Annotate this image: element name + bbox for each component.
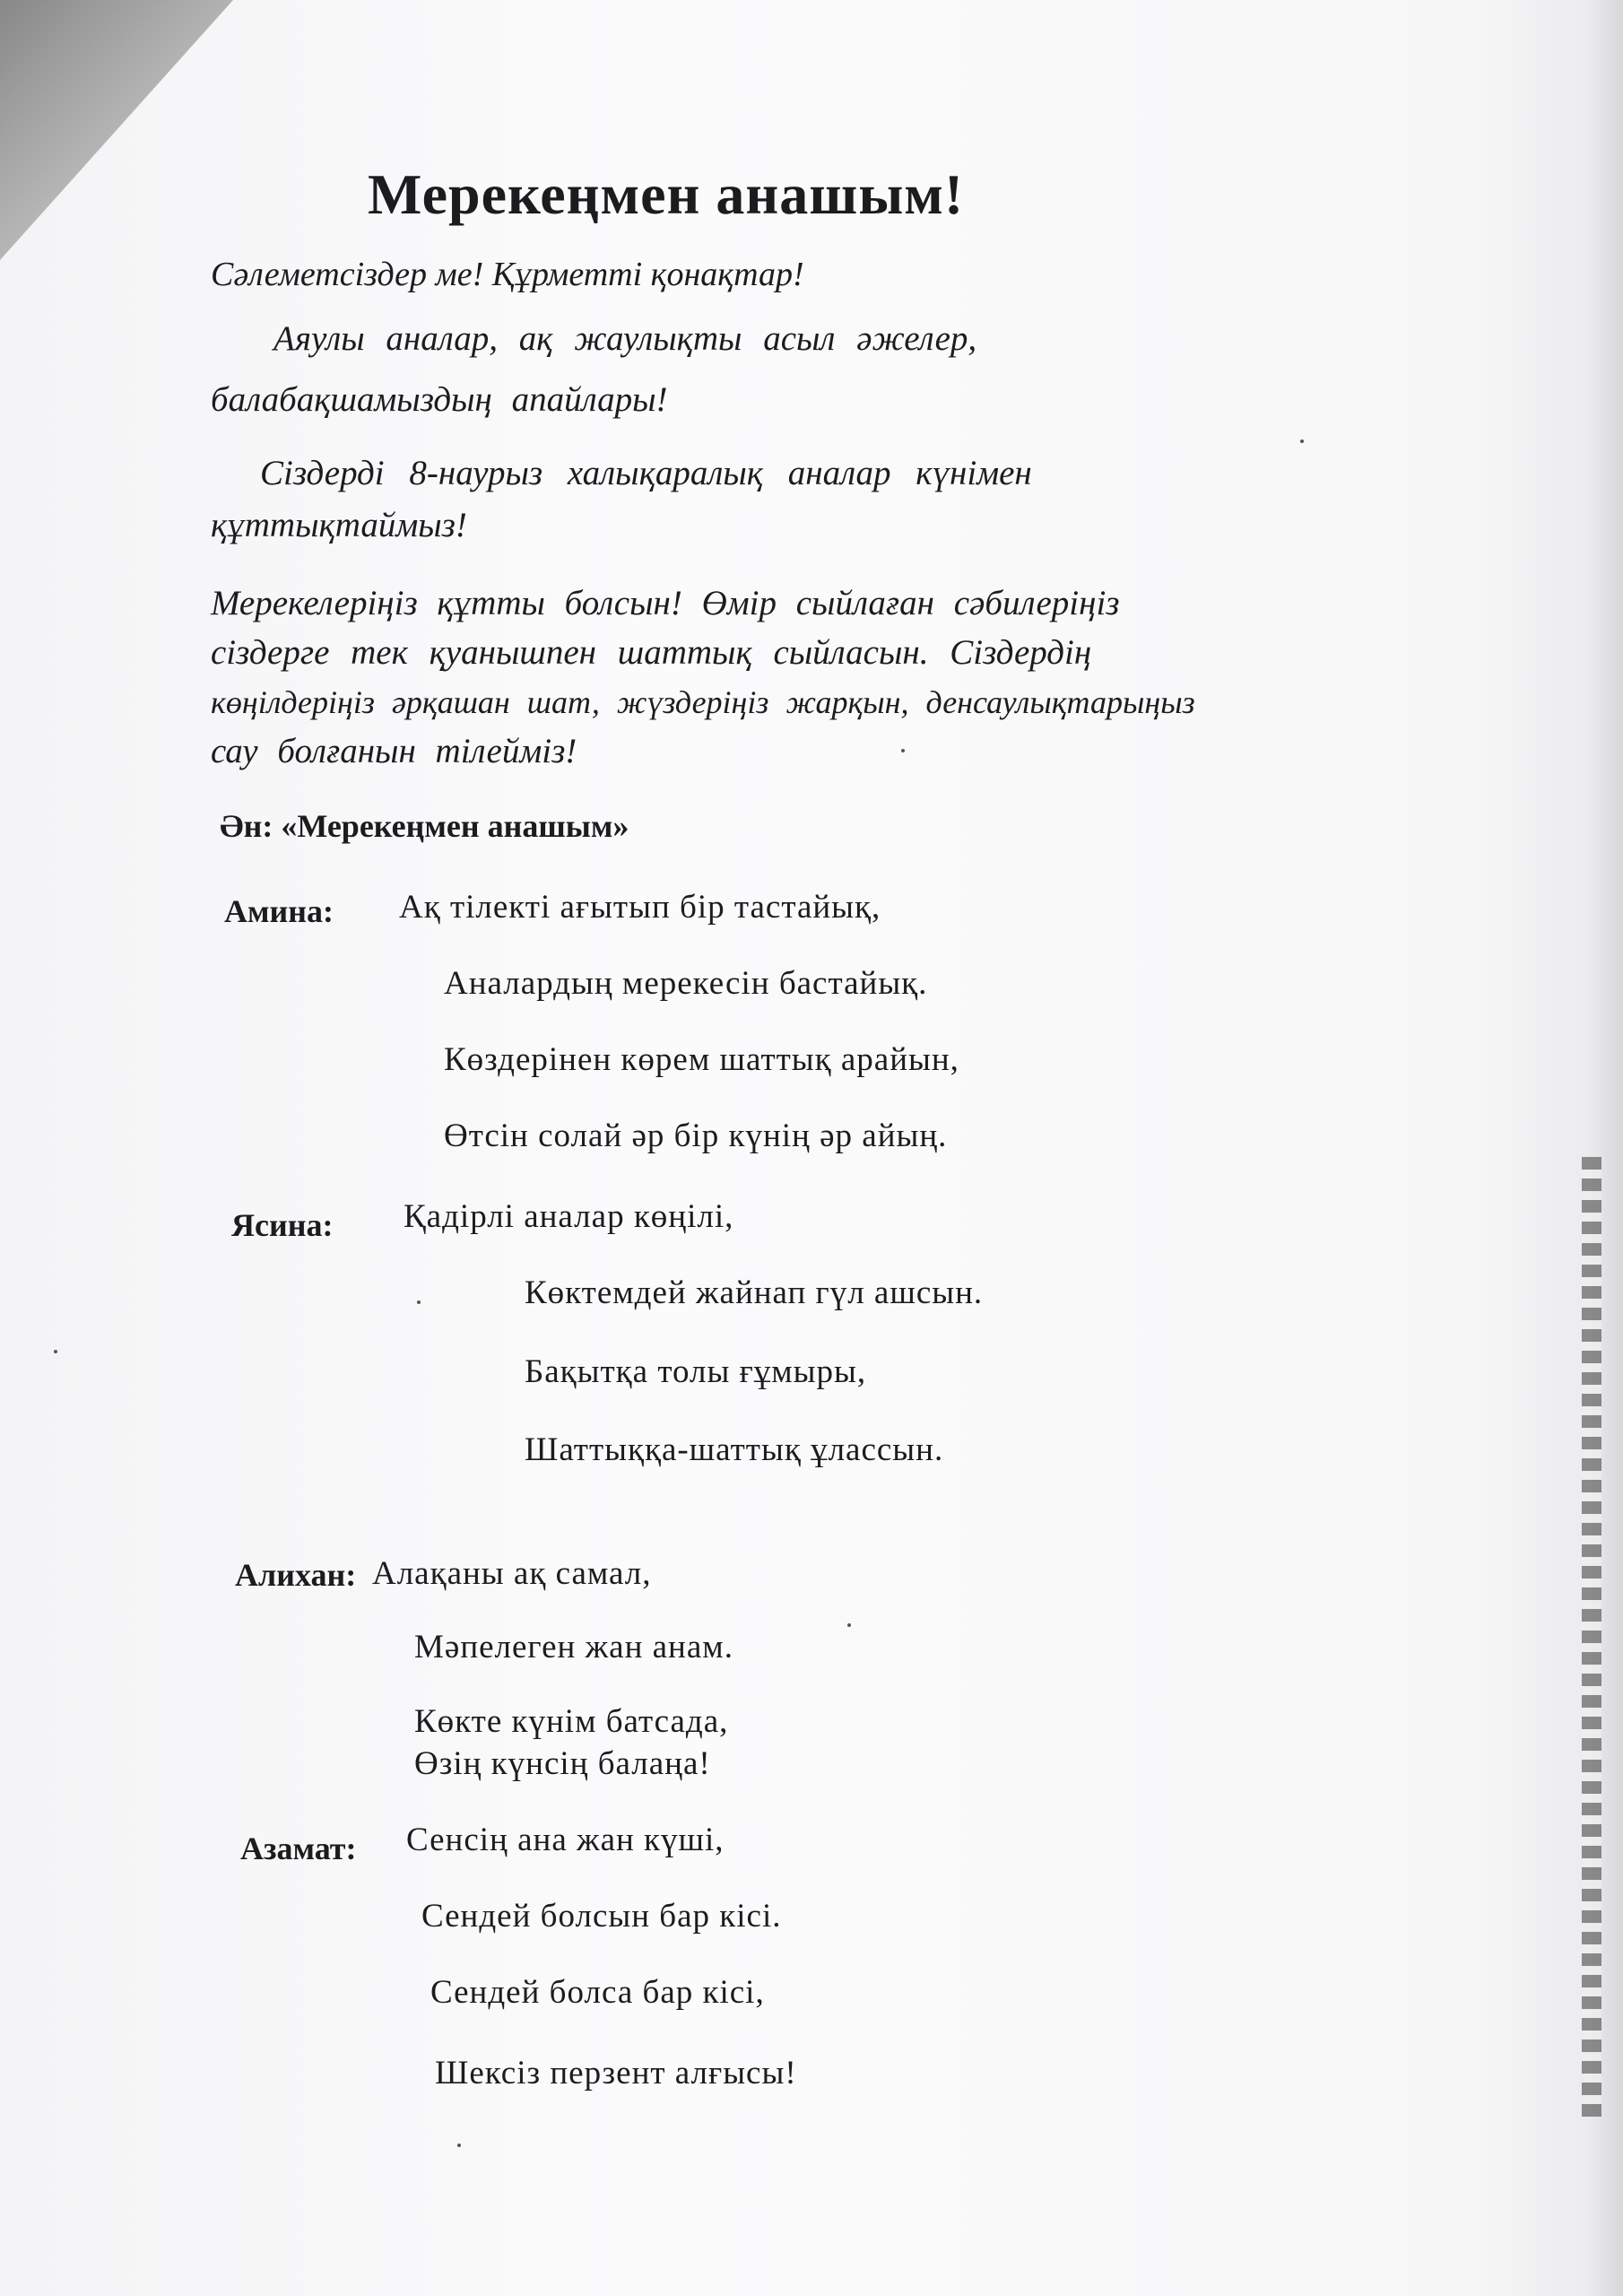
scan-speck — [54, 1350, 57, 1353]
verse-1-line-1: Ақ тілекті ағытып бір тастайық, — [399, 889, 881, 926]
wish-line-2: сіздерге тек қуанышпен шаттық сыйласын. Сіздердің — [211, 633, 1092, 672]
greeting-line: Сәлеметсіздер ме! Құрметті қонақтар! — [211, 256, 804, 293]
verse-1-line-2: Аналардың мерекесін бастайық. — [444, 965, 928, 1002]
address-line-2: балабақшамыздың апайлары! — [211, 380, 668, 419]
page-title: Мерекеңмен анашым! — [368, 162, 965, 226]
verse-3-line-4: Өзің күнсің балаңа! — [414, 1745, 711, 1782]
speaker-azamat: Азамат: — [240, 1831, 357, 1866]
verse-3-line-2: Мәпелеген жан анам. — [414, 1629, 733, 1665]
speaker-yasina: Ясина: — [231, 1207, 334, 1243]
verse-4-line-2: Сендей болсын бар кісі. — [421, 1898, 782, 1935]
scan-speck — [847, 1623, 851, 1627]
verse-4-line-3: Сендей болса бар кісі, — [430, 1974, 765, 2011]
spiral-binding-edge — [1582, 1157, 1601, 2117]
verse-1-line-4: Өтсін солай әр бір күнің әр айың. — [444, 1118, 948, 1154]
address-line-1: Аяулы аналар, ақ жаулықты асыл әжелер, — [273, 319, 977, 358]
verse-2-line-4: Шаттыққа-шаттық ұлассын. — [525, 1431, 944, 1468]
scan-speck — [1300, 439, 1304, 443]
verse-1-line-3: Көздерінен көрем шаттық арайын, — [444, 1041, 959, 1078]
verse-2-line-3: Бақытқа толы ғұмыры, — [525, 1353, 867, 1390]
congrats-line-1: Сіздерді 8-наурыз халықаралық аналар күнімен — [260, 454, 1032, 492]
scan-speck — [417, 1300, 421, 1304]
wish-line-3: көңілдеріңіз әрқашан шат, жүздеріңіз жарқын, денсаулықтарыңыз — [211, 684, 1195, 720]
speaker-amina: Амина: — [224, 893, 334, 929]
speaker-alikhan: Алихан: — [235, 1557, 357, 1593]
verse-4-line-4: Шексіз перзент алғысы! — [435, 2055, 797, 2092]
song-title: Ән: «Мерекеңмен анашым» — [220, 808, 629, 844]
verse-3-line-1: Алақаны ақ самал, — [372, 1555, 652, 1592]
verse-2-line-1: Қадірлі аналар көңілі, — [404, 1198, 734, 1235]
scan-speck — [901, 749, 905, 752]
verse-3-line-3: Көкте күнім батсада, — [414, 1703, 729, 1740]
scan-speck — [457, 2144, 461, 2147]
wish-line-1: Мерекелеріңіз құтты болсын! Өмір сыйлаған сәбилеріңіз — [211, 584, 1120, 622]
verse-2-line-2: Көктемдей жайнап гүл ашсын. — [525, 1274, 984, 1311]
verse-4-line-1: Сенсің ана жан күші, — [406, 1822, 725, 1858]
folded-corner — [0, 0, 233, 260]
wish-line-4: сау болғанын тілейміз! — [211, 732, 577, 770]
congrats-line-2: құттықтаймыз! — [211, 506, 467, 544]
